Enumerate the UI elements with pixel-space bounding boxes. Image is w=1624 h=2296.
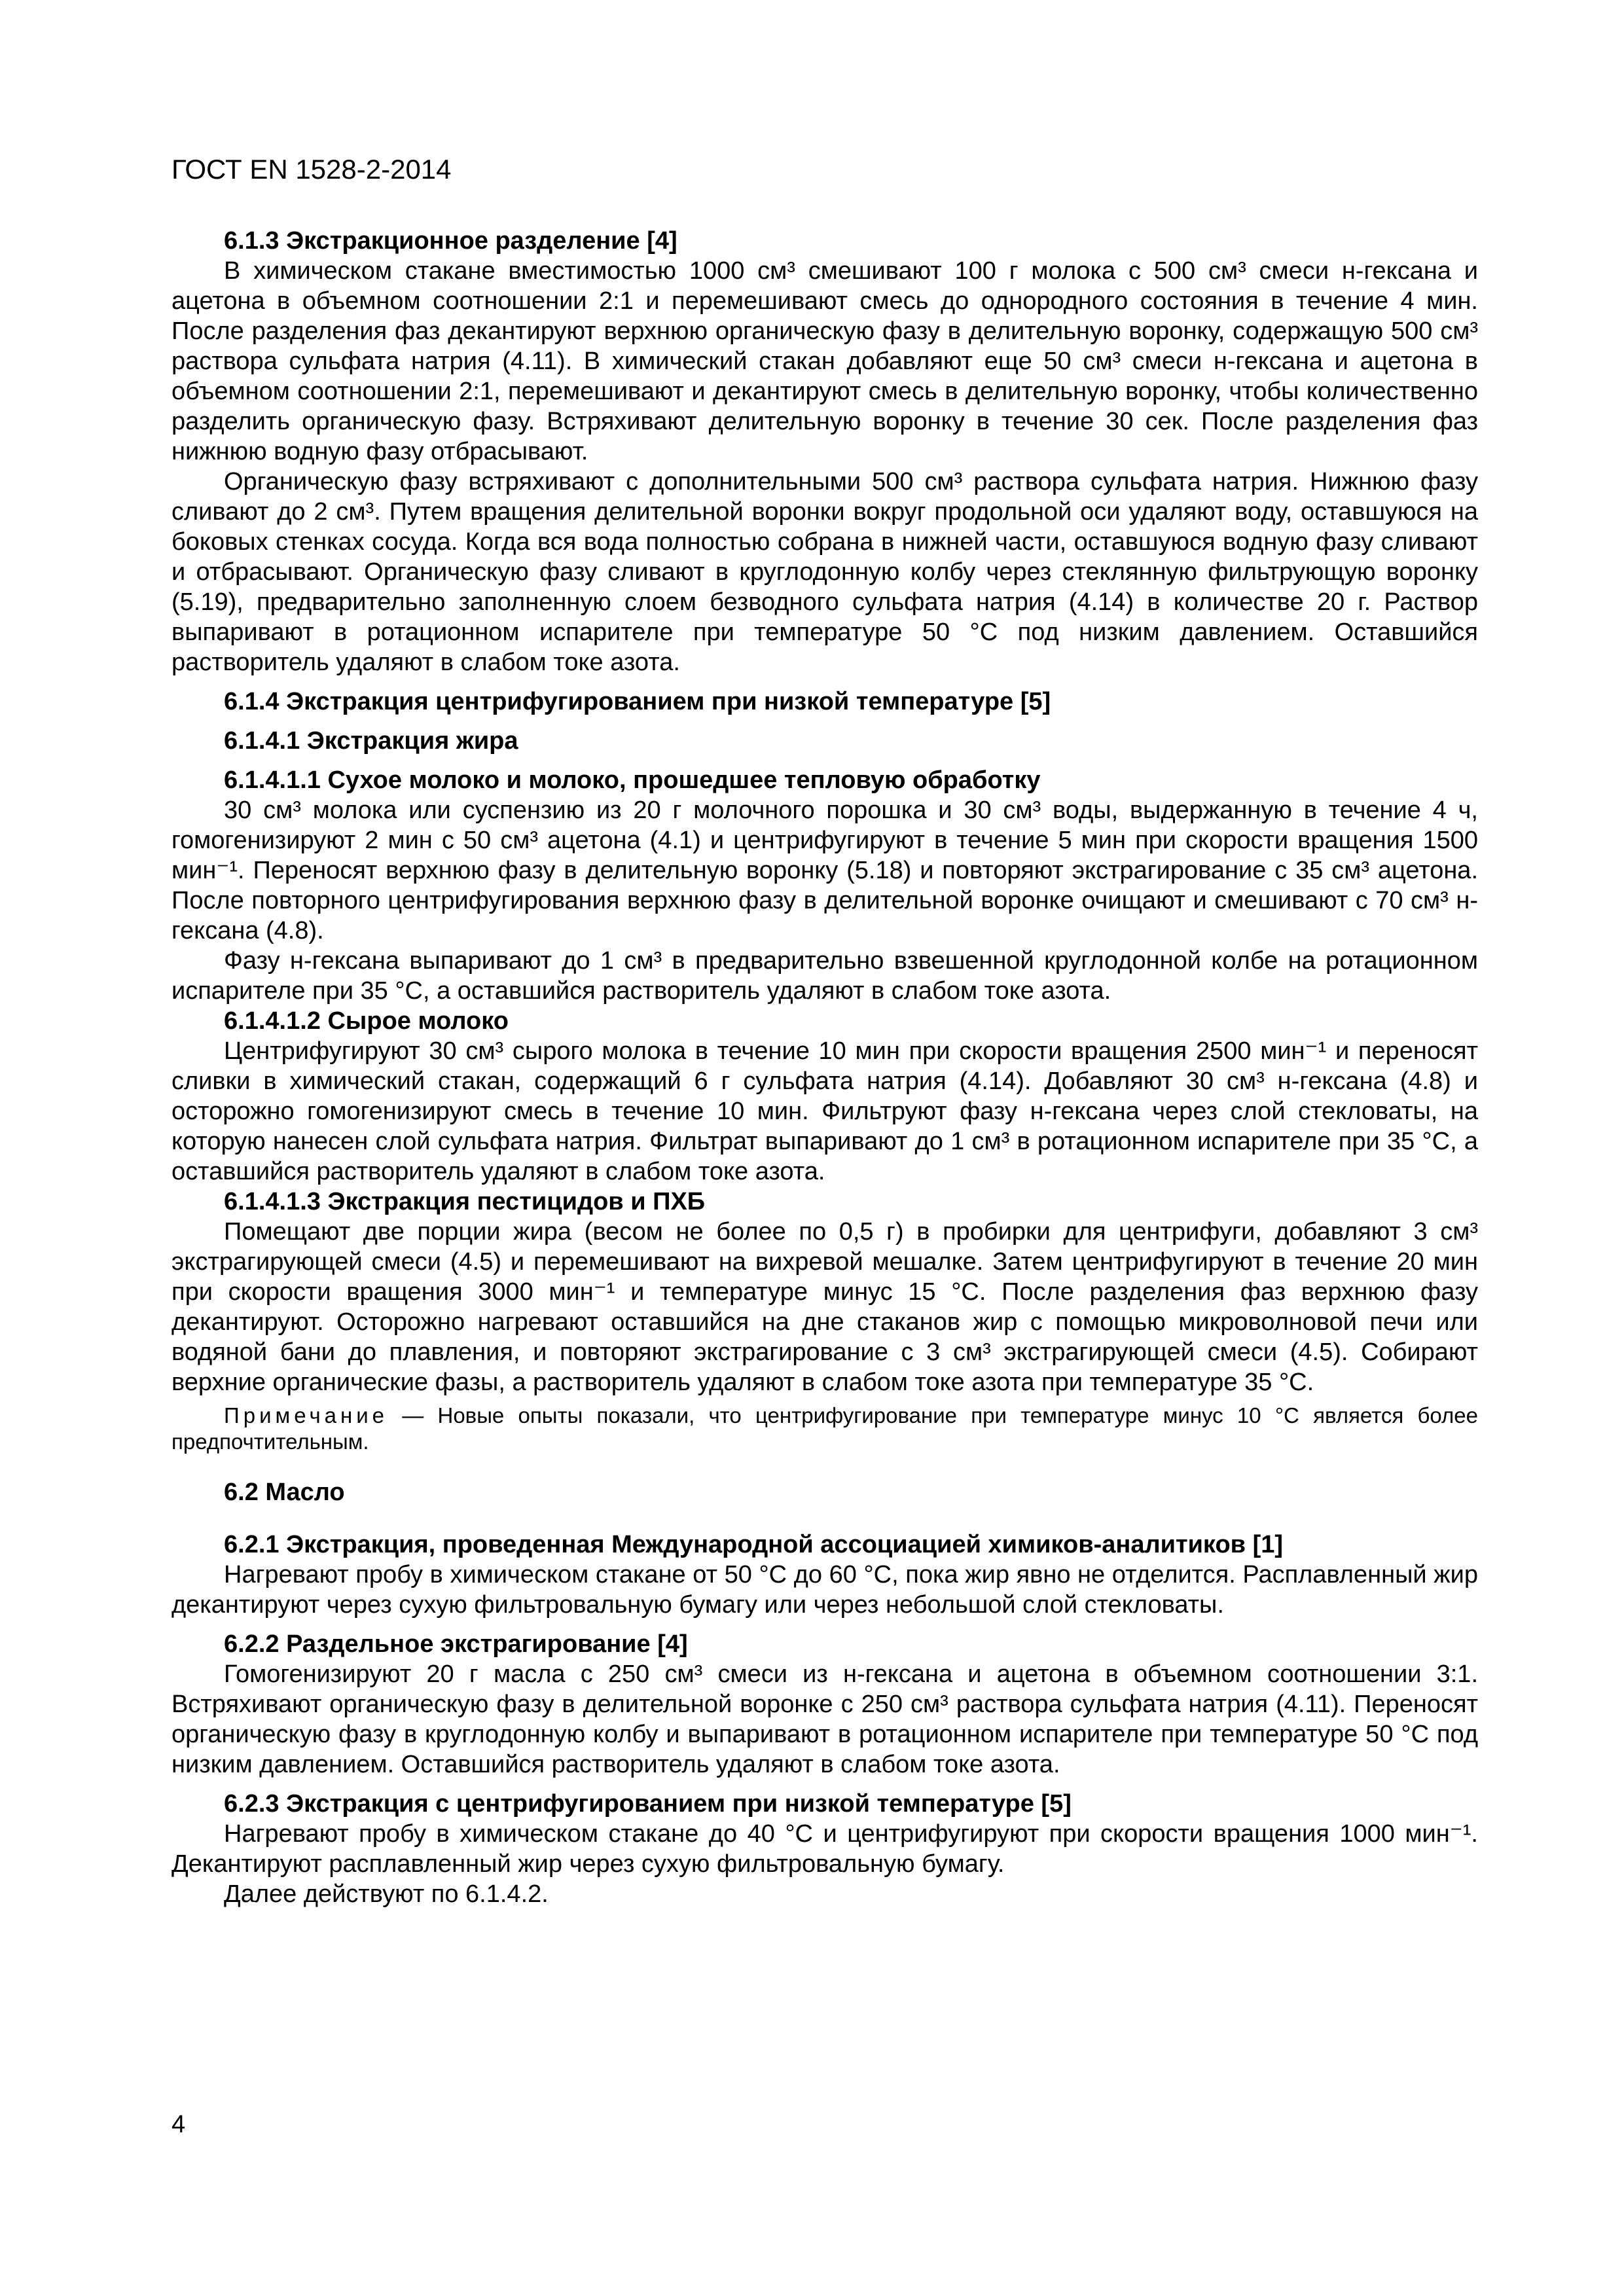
- page-number: 4: [171, 2111, 186, 2138]
- paragraph: Нагревают пробу в химическом стакане от 50 °С до 60 °С, пока жир явно не отделится. Расплавленный жир декантируют через сухую фильтровальную бумагу или через небольшой слой стекловаты.: [171, 1561, 1478, 1619]
- note-label: Примечание: [224, 1403, 389, 1427]
- section-heading-6-2-1: 6.2.1 Экстракция, проведенная Международной ассоциацией химиков-аналитиков [1]: [224, 1531, 1284, 1558]
- note-text: — Новые опыты показали, что центрифугирование при температуре минус 10 °С является более предпочтительным.: [171, 1403, 1478, 1454]
- paragraph: Фазу н-гексана выпаривают до 1 см³ в предварительно взвешенной круглодонной колбе на ротационном испарителе при 35 °С, а оставшийся растворитель удаляют в слабом токе азота.: [171, 947, 1478, 1005]
- paragraph: Помещают две порции жира (весом не более по 0,5 г) в пробирки для центрифуги, добавляют 3 см³ экстрагирующей смеси (4.5) и перемешивают на вихревой мешалке. Затем центрифугируют в течение 20 мин при скорости вращения 3000 мин⁻¹ и температуре минус 15 °С. После разделения фаз верхнюю фазу декантируют. Осторожно нагревают оставшийся на дне стаканов жир с помощью микроволновой печи или водяной бани до плавления, и повторяют экстрагирование с 3 см³ экстрагирующей смеси (4.5). Собирают верхние органические фазы, а растворитель удаляют в слабом токе азота при температуре 35 °С.: [171, 1218, 1478, 1396]
- section-heading-6-2: 6.2 Масло: [224, 1479, 345, 1506]
- section-heading-6-1-3: 6.1.3 Экстракционное разделение [4]: [224, 227, 677, 255]
- section-heading-6-2-2: 6.2.2 Раздельное экстрагирование [4]: [224, 1630, 688, 1658]
- section-heading-6-2-3: 6.2.3 Экстракция с центрифугированием при низкой температуре [5]: [224, 1790, 1072, 1818]
- paragraph: Далее действуют по 6.1.4.2.: [224, 1880, 549, 1908]
- section-heading-6-1-4-1-1: 6.1.4.1.1 Сухое молоко и молоко, прошедшее тепловую обработку: [224, 766, 1041, 794]
- note-paragraph: [171, 1403, 1478, 1455]
- paragraph: Гомогенизируют 20 г масла с 250 см³ смеси из н-гексана и ацетона в объемном соотношении 3:1. Встряхивают органическую фазу в делительной воронке с 250 см³ раствора сульфата натрия (4.11). Переносят органическую фазу в круглодонную колбу и выпаривают в ротационном испарителе при температуре 50 °С под низким давлением. Оставшийся растворитель удаляют в слабом токе азота.: [171, 1660, 1478, 1778]
- paragraph: 30 см³ молока или суспензию из 20 г молочного порошка и 30 см³ воды, выдержанную в течение 4 ч, гомогенизируют 2 мин с 50 см³ ацетона (4.1) и центрифугируют в течение 5 мин при скорости вращения 1500 мин⁻¹. Переносят верхнюю фазу в делительную воронку (5.18) и повторяют экстрагирование с 35 см³ ацетона. После повторного центрифугирования верхнюю фазу в делительной воронке очищают и смешивают с 70 см³ н-гексана (4.8).: [171, 797, 1478, 944]
- document-body: [171, 226, 1478, 1909]
- paragraph: В химическом стакане вместимостью 1000 см³ смешивают 100 г молока с 500 см³ смеси н-гексана и ацетона в объемном соотношении 2:1 и перемешивают смесь до однородного состояния в течение 4 мин. После разделения фаз декантируют верхнюю органическую фазу в делительную воронку, содержащую 500 см³ раствора сульфата натрия (4.11). В химический стакан добавляют еще 50 см³ смеси н-гексана и ацетона в объемном соотношении 2:1, перемешивают и декантируют смесь в делительную воронку, чтобы количественно разделить органическую фазу. Встряхивают делительную воронку в течение 30 сек. После разделения фаз нижнюю водную фазу отбрасывают.: [171, 257, 1478, 465]
- section-heading-6-1-4-1-2: 6.1.4.1.2 Сырое молоко: [224, 1007, 509, 1035]
- paragraph: Центрифугируют 30 см³ сырого молока в течение 10 мин при скорости вращения 2500 мин⁻¹ и переносят сливки в химический стакан, содержащий 6 г сульфата натрия (4.14). Добавляют 30 см³ н-гексана (4.8) и осторожно гомогенизируют смесь в течение 10 мин. Фильтруют фазу н-гексана через слой стекловаты, на которую нанесен слой сульфата натрия. Фильтрат выпаривают до 1 см³ в ротационном испарителе при 35 °С, а оставшийся растворитель удаляют в слабом токе азота.: [171, 1037, 1478, 1185]
- section-heading-6-1-4: 6.1.4 Экстракция центрифугированием при низкой температуре [5]: [224, 688, 1051, 715]
- section-heading-6-1-4-1-3: 6.1.4.1.3 Экстракция пестицидов и ПХБ: [224, 1188, 706, 1215]
- paragraph: Органическую фазу встряхивают с дополнительными 500 см³ раствора сульфата натрия. Нижнюю фазу сливают до 2 см³. Путем вращения делительной воронки вокруг продольной оси удаляют воду, оставшуюся на боковых стенках сосуда. Когда вся вода полностью собрана в нижней части, оставшуюся водную фазу сливают и отбрасывают. Органическую фазу сливают в круглодонную колбу через стеклянную фильтрующую воронку (5.19), предварительно заполненную слоем безводного сульфата натрия (4.14) в количестве 20 г. Раствор выпаривают в ротационном испарителе при температуре 50 °С под низким давлением. Оставшийся растворитель удаляют в слабом токе азота.: [171, 468, 1478, 676]
- paragraph: Нагревают пробу в химическом стакане до 40 °С и центрифугируют при скорости вращения 1000 мин⁻¹. Декантируют расплавленный жир через сухую фильтровальную бумагу.: [171, 1820, 1478, 1878]
- section-heading-6-1-4-1: 6.1.4.1 Экстракция жира: [224, 727, 518, 755]
- document-header: ГОСТ EN 1528-2-2014: [171, 154, 452, 185]
